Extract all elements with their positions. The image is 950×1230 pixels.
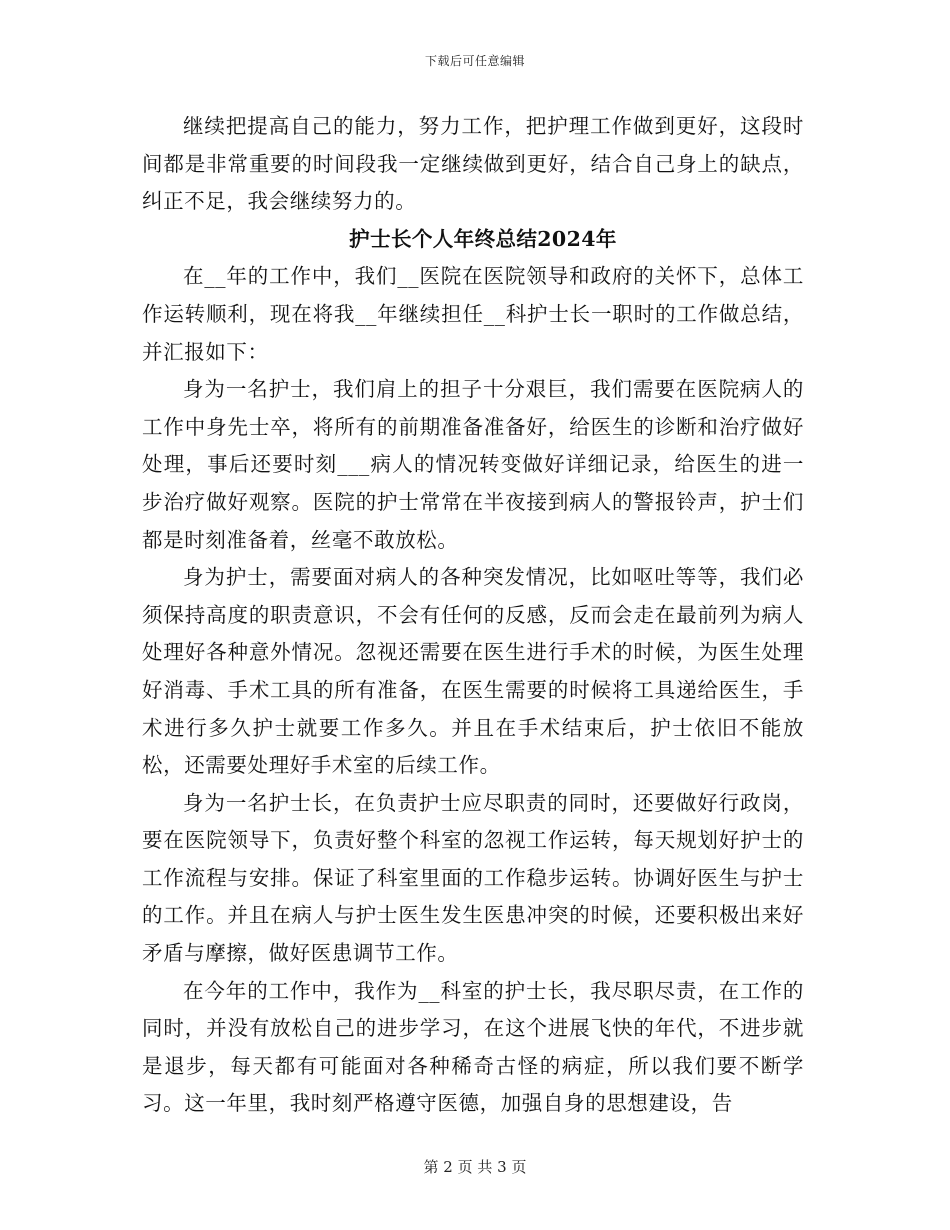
document-body xyxy=(142,108,804,1123)
paragraph-1: 在__年的工作中，我们__医院在医院领导和政府的关怀下，总体工作运转顺利，现在将我__年继续担任__科护士长一职时的工作做总结，并汇报如下： xyxy=(142,264,804,364)
document-title: 护士长个人年终总结2024年 xyxy=(349,226,617,251)
page-header-note: 下载后可任意编辑 xyxy=(424,54,525,68)
paragraph-4: 身为一名护士长，在负责护士应尽职责的同时，还要做好行政岗，要在医院领导下，负责好整个科室的忽视工作运转，每天规划好护士的工作流程与安排。保证了科室里面的工作稳步运转。协调好医生与护士的工作。并且在病人与护士医生发生医患冲突的时候，还要积极出来好矛盾与摩擦，做好医患调节工作。 xyxy=(142,790,804,966)
intro-paragraph: 继续把提高自己的能力，努力工作，把护理工作做到更好，这段时间都是非常重要的时间段我一定继续做到更好，结合自己身上的缺点，纠正不足，我会继续努力的。 xyxy=(142,114,804,214)
paragraph-3: 身为护士，需要面对病人的各种突发情况，比如呕吐等等，我们必须保持高度的职责意识，不会有任何的反感，反而会走在最前列为病人处理好各种意外情况。忽视还需要在医生进行手术的时候，为医生处理好消毒、手术工具的所有准备，在医生需要的时候将工具递给医生，手术进行多久护士就要工作多久。并且在手术结束后，护士依旧不能放松，还需要处理好手术室的后续工作。 xyxy=(142,565,804,778)
paragraph-2: 身为一名护士，我们肩上的担子十分艰巨，我们需要在医院病人的工作中身先士卒，将所有的前期准备准备好，给医生的诊断和治疗做好处理，事后还要时刻___病人的情况转变做好详细记录，给医生的进一步治疗做好观察。医院的护士常常在半夜接到病人的警报铃声，护士们都是时刻准备着，丝毫不敢放松。 xyxy=(142,377,804,552)
page-number: 第 2 页 共 3 页 xyxy=(423,1158,527,1176)
paragraph-5: 在今年的工作中，我作为__科室的护士长，我尽职尽责，在工作的同时，并没有放松自己的进步学习，在这个进展飞快的年代，不进步就是退步，每天都有可能面对各种稀奇古怪的病症，所以我们要不断学习。这一年里，我时刻严格遵守医德，加强自身的思想建设，告 xyxy=(142,978,804,1116)
